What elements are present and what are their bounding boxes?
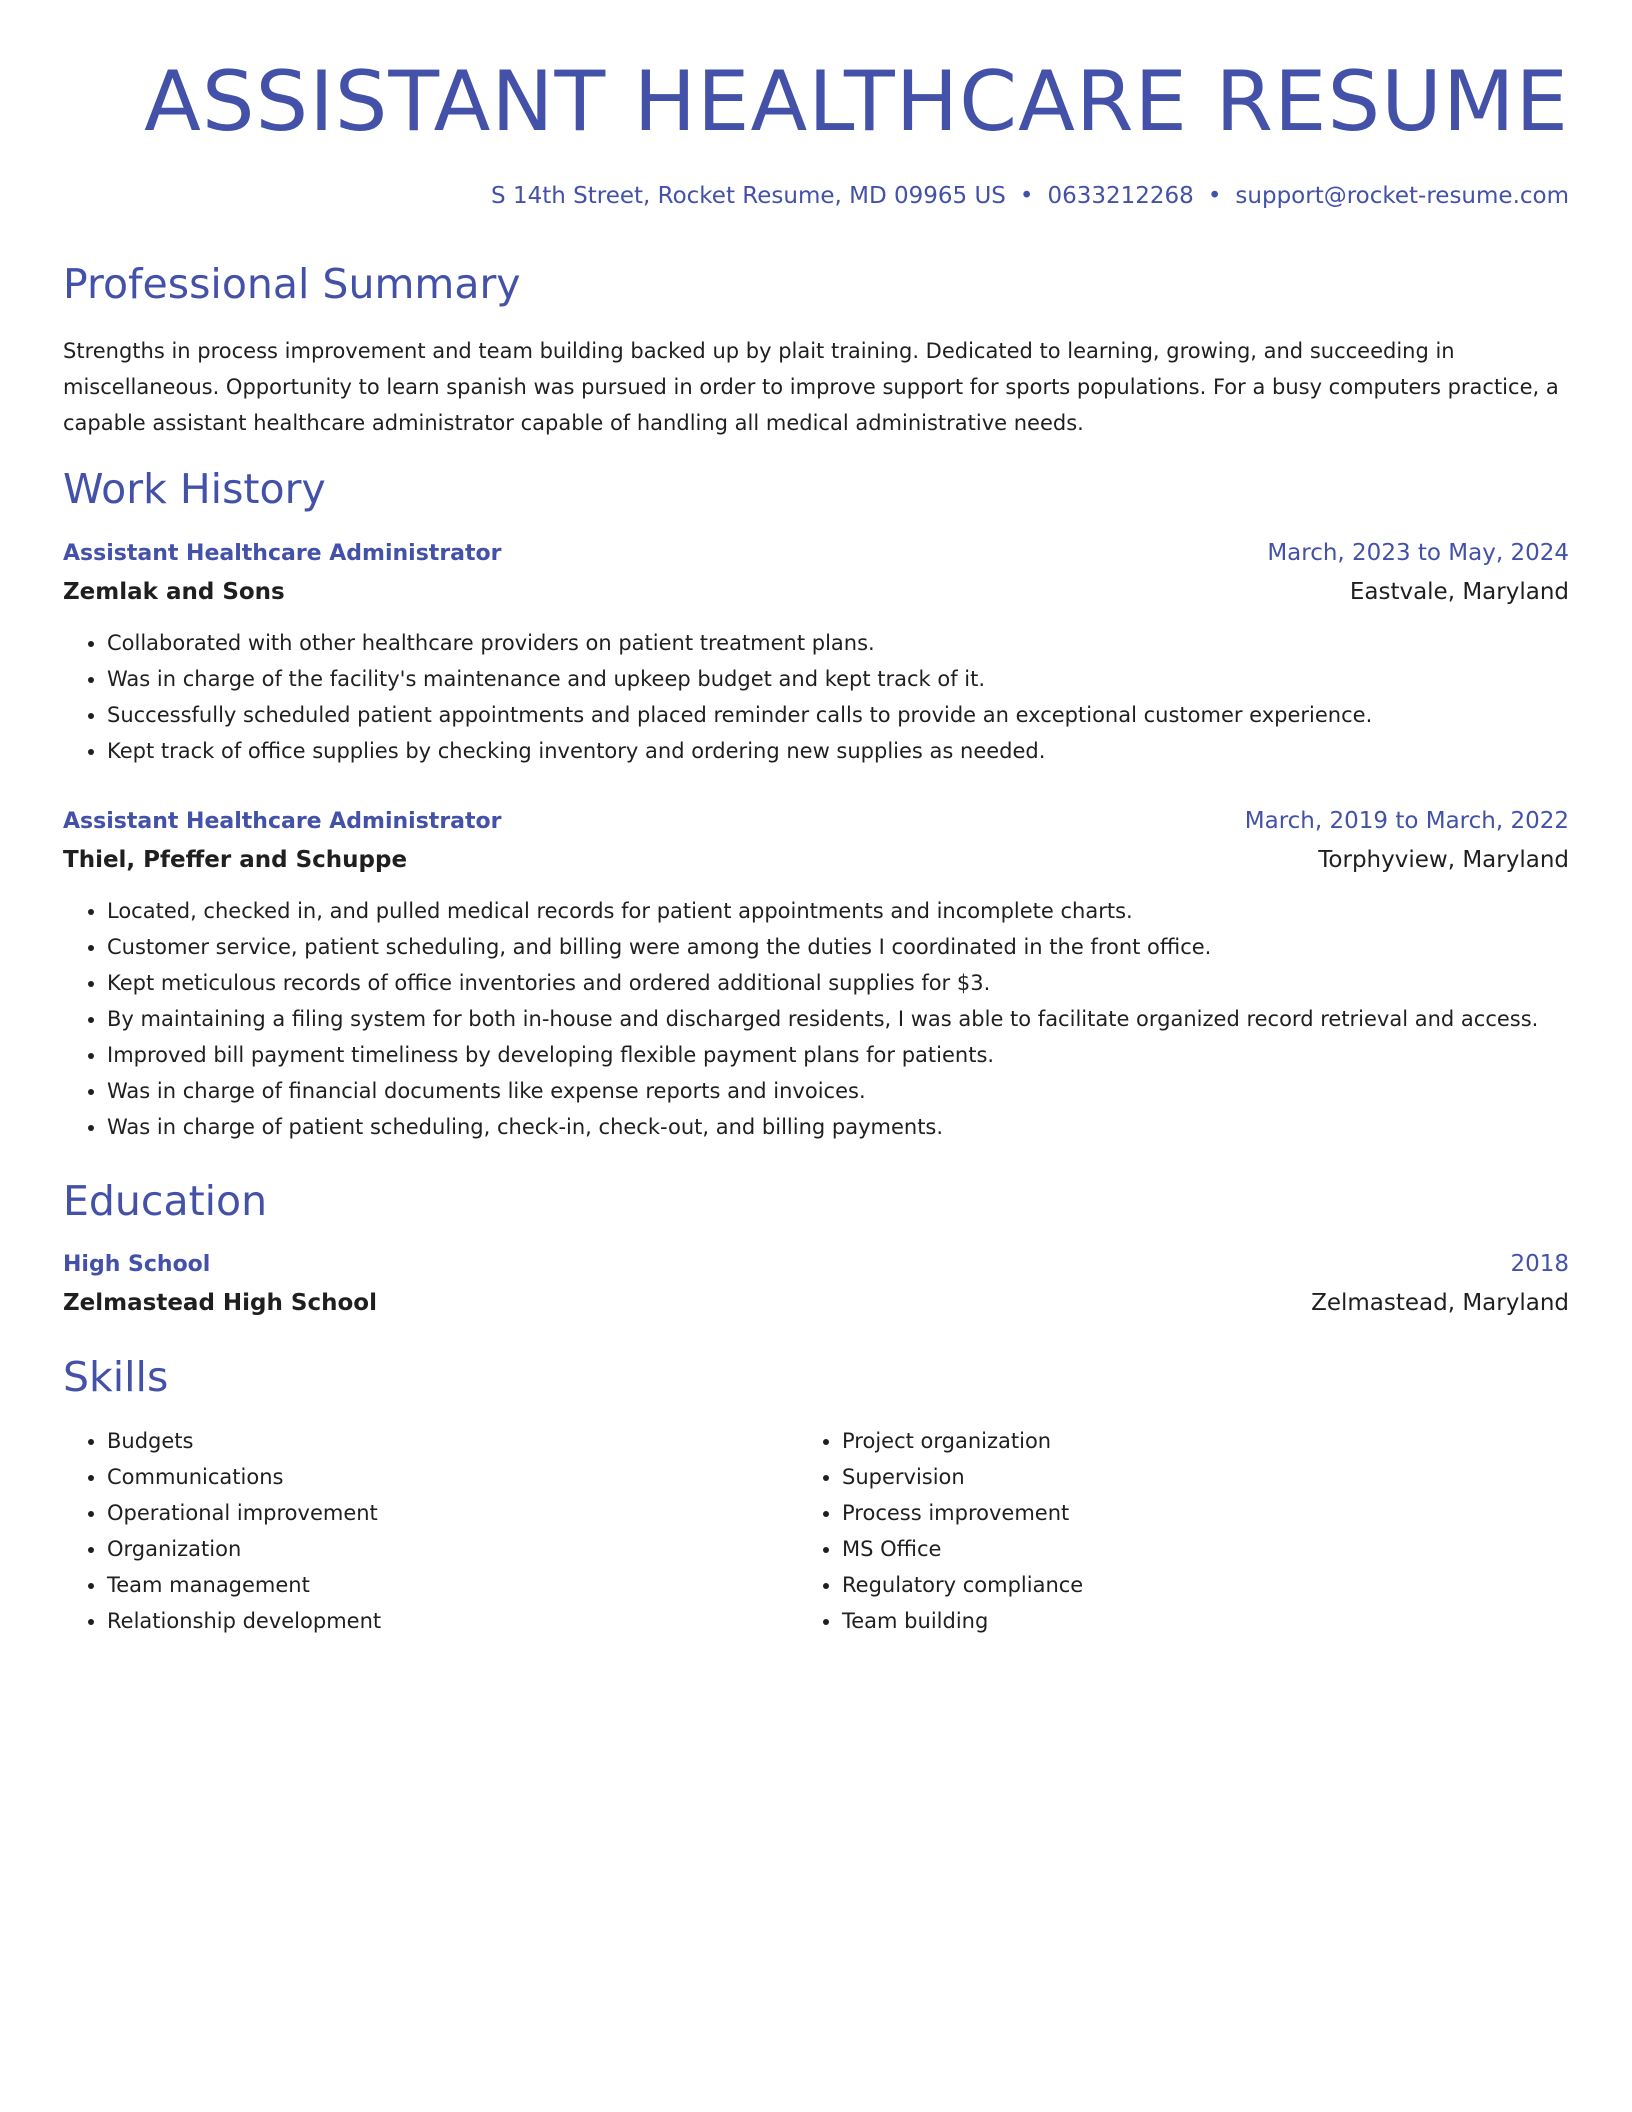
job-dates: March, 2023 to May, 2024 [1267, 540, 1569, 566]
job-company: Thiel, Pfeffer and Schuppe [63, 847, 408, 873]
job-company: Zemlak and Sons [63, 579, 285, 605]
job-role: Assistant Healthcare Administrator [63, 809, 502, 834]
job-role: Assistant Healthcare Administrator [63, 541, 502, 566]
list-item: • Collaborated with other healthcare providers on patient treatment plans. [107, 625, 1569, 661]
list-item: • MS Office [842, 1531, 1533, 1567]
contact-separator: • [1019, 183, 1034, 209]
job-dates: March, 2019 to March, 2022 [1244, 808, 1569, 834]
list-item: • Improved bill payment timeliness by developing flexible payment plans for patients. [107, 1037, 1569, 1073]
resume-title: ASSISTANT HEALTHCARE RESUME [144, 53, 1569, 150]
contact-phone: 0633212268 [1047, 183, 1194, 209]
list-item: • Communications [107, 1459, 798, 1495]
list-item: • Operational improvement [107, 1495, 798, 1531]
section-heading-skills: Skills [63, 1353, 169, 1401]
contact-separator: • [1207, 183, 1222, 209]
education-year: 2018 [1510, 1251, 1569, 1277]
education-location: Zelmastead, Maryland [1311, 1290, 1569, 1316]
job-location: Eastvale, Maryland [1349, 579, 1569, 605]
education-entry [63, 1245, 1569, 1322]
job-bullets [63, 625, 1569, 769]
section-heading-education: Education [63, 1177, 268, 1225]
list-item: • Was in charge of the facility's maintenance and upkeep budget and kept track of it. [107, 661, 1569, 697]
list-item: • Budgets [107, 1423, 798, 1459]
list-item: • Was in charge of financial documents like expense reports and invoices. [107, 1073, 1569, 1109]
skills-list [63, 1423, 1569, 1639]
skills-column-left [63, 1423, 798, 1639]
job-location: Torphyview, Maryland [1318, 847, 1569, 873]
section-heading-summary: Professional Summary [63, 260, 521, 308]
list-item: • Located, checked in, and pulled medical records for patient appointments and incomplete charts. [107, 893, 1569, 929]
job-entry [63, 802, 1569, 1145]
list-item: • Project organization [842, 1423, 1533, 1459]
education-degree: High School [63, 1252, 211, 1277]
contact-line [491, 181, 1569, 211]
list-item: • Team building [842, 1603, 1533, 1639]
list-item: • Kept meticulous records of office inventories and ordered additional supplies for $3. [107, 965, 1569, 1001]
contact-email: support@rocket-resume.com [1235, 183, 1569, 209]
list-item: • Was in charge of patient scheduling, check-in, check-out, and billing payments. [107, 1109, 1569, 1145]
education-school: Zelmastead High School [63, 1290, 377, 1316]
list-item: • Kept track of office supplies by checking inventory and ordering new supplies as needed. [107, 733, 1569, 769]
job-entry [63, 534, 1569, 769]
list-item: • By maintaining a filing system for both in-house and discharged residents, I was able to facilitate organized record retrieval and access. [107, 1001, 1569, 1037]
list-item: • Process improvement [842, 1495, 1533, 1531]
skills-column-right [798, 1423, 1533, 1639]
job-bullets [63, 893, 1569, 1145]
summary-text: Strengths in process improvement and team building backed up by plait training. Dedicated to learning, growing, and succeeding in miscellaneous. Opportunity to learn spanish was pursued in order to improve support for sports populations. For a busy computers practice, a capable assistant healthcare administrator capable of handling all medical administrative needs. [63, 339, 1559, 435]
list-item: • Regulatory compliance [842, 1567, 1533, 1603]
list-item: • Successfully scheduled patient appointments and placed reminder calls to provide an exceptional customer experience. [107, 697, 1569, 733]
list-item: • Organization [107, 1531, 798, 1567]
list-item: • Customer service, patient scheduling, and billing were among the duties I coordinated in the front office. [107, 929, 1569, 965]
list-item: • Relationship development [107, 1603, 798, 1639]
section-heading-work-history: Work History [63, 465, 326, 513]
list-item: • Team management [107, 1567, 798, 1603]
contact-address: S 14th Street, Rocket Resume, MD 09965 US [491, 183, 1006, 209]
list-item: • Supervision [842, 1459, 1533, 1495]
